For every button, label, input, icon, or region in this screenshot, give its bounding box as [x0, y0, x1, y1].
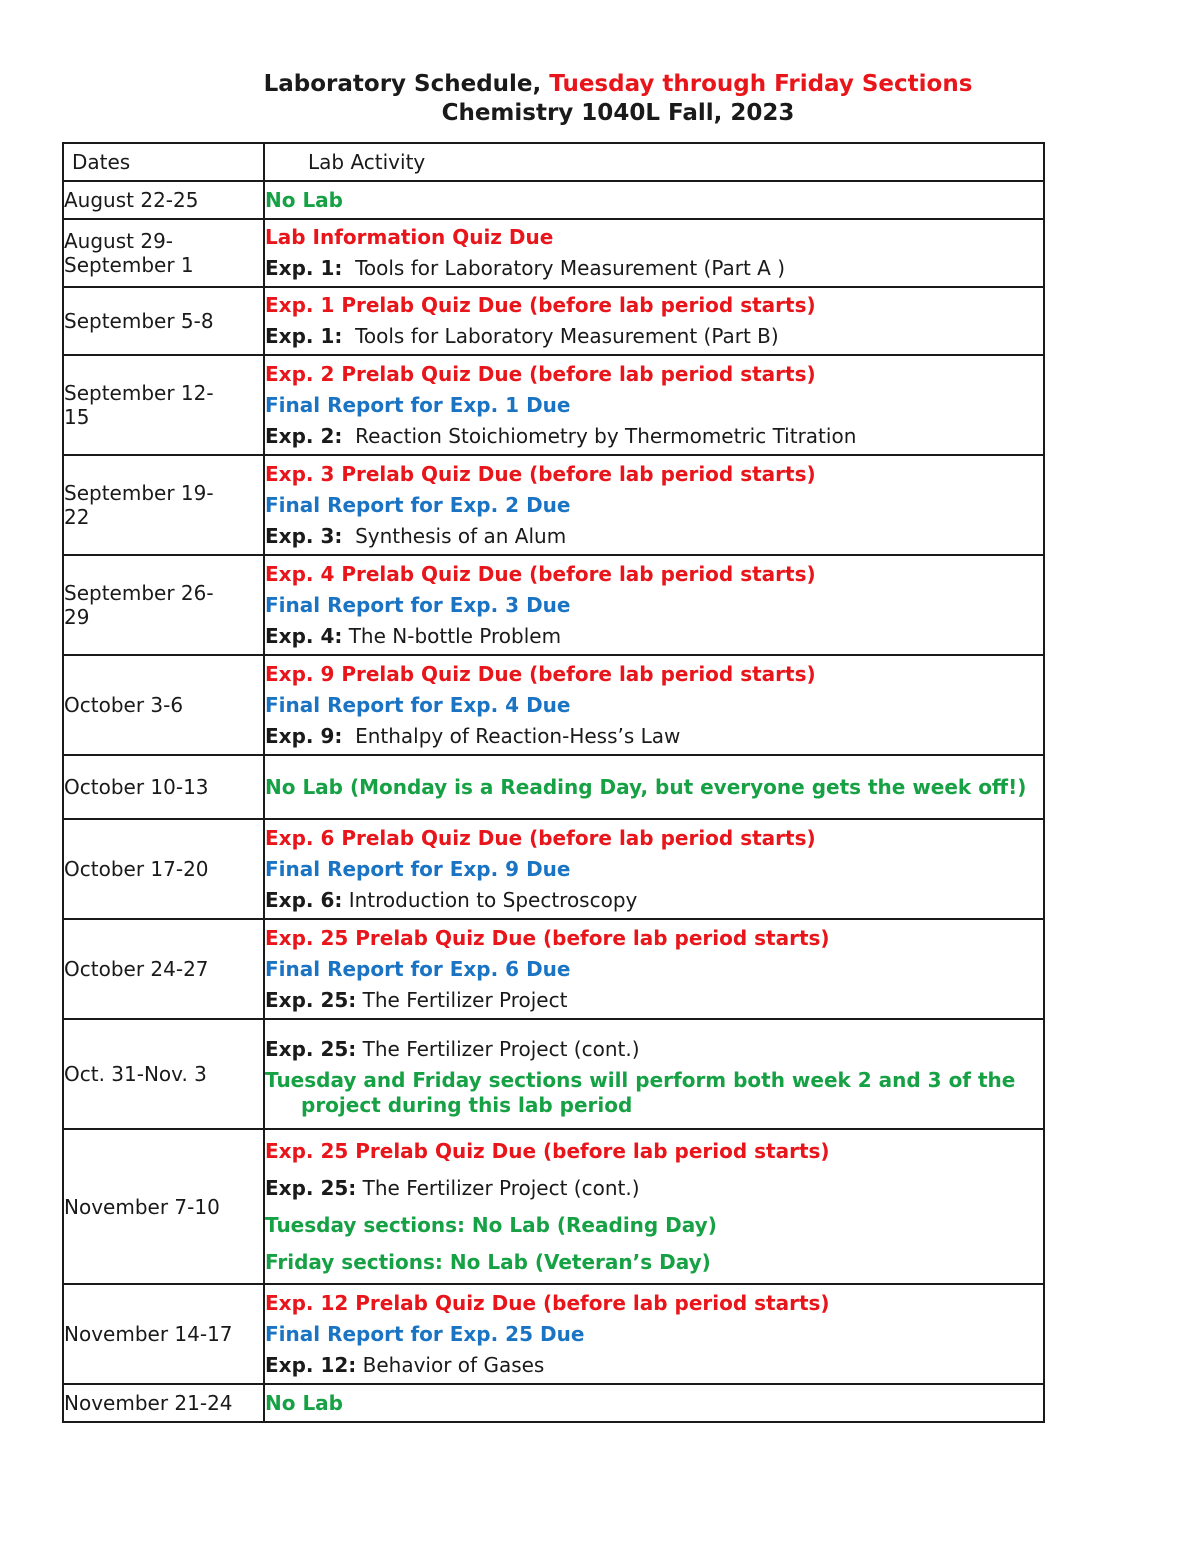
row-date	[63, 1129, 264, 1284]
experiment-title: Tools for Laboratory Measurement (Part B)	[342, 324, 779, 348]
no-lab-note: No Lab	[265, 187, 343, 212]
table-row	[63, 1284, 1044, 1384]
experiment-line	[265, 621, 1043, 652]
date-text: August 22-25	[64, 188, 199, 212]
date-text: 29	[64, 605, 90, 629]
row-date	[63, 755, 264, 819]
row-date	[63, 355, 264, 455]
title-sections-highlight: Tuesday through Friday Sections	[549, 71, 973, 97]
title-line-1	[0, 70, 1200, 99]
experiment-label: Exp. 6:	[265, 887, 343, 912]
experiment-title: The Fertilizer Project	[356, 987, 568, 1012]
quiz-due-line: Exp. 2 Prelab Quiz Due (before lab period starts)	[265, 361, 816, 386]
row-activity	[264, 819, 1044, 919]
document-title	[0, 70, 1200, 128]
row-activity	[264, 919, 1044, 1019]
row-activity	[264, 1384, 1044, 1422]
row-activity	[264, 219, 1044, 287]
table-row	[63, 181, 1044, 219]
date-text: 15	[64, 405, 90, 429]
experiment-label: Exp. 25:	[265, 987, 357, 1012]
experiment-line	[265, 253, 1043, 284]
experiment-title: Enthalpy of Reaction-Hess’s Law	[342, 723, 681, 748]
report-due-line: Final Report for Exp. 6 Due	[265, 956, 571, 981]
quiz-due-line: Exp. 12 Prelab Quiz Due (before lab period starts)	[265, 1290, 830, 1315]
experiment-title: Reaction Stoichiometry by Thermometric Titration	[342, 423, 857, 448]
row-date	[63, 287, 264, 355]
table-header-row	[63, 143, 1044, 181]
experiment-line	[265, 1170, 1043, 1207]
date-text: November 7-10	[64, 1194, 220, 1219]
table-row	[63, 1129, 1044, 1284]
quiz-due-line: Exp. 4 Prelab Quiz Due (before lab period starts)	[265, 561, 816, 586]
experiment-title: The Fertilizer Project (cont.)	[356, 1036, 640, 1061]
date-text: October 24-27	[64, 957, 209, 981]
row-activity	[264, 181, 1044, 219]
experiment-line	[265, 885, 1043, 916]
experiment-title: The Fertilizer Project (cont.)	[356, 1175, 640, 1200]
date-text: Oct. 31-Nov. 3	[64, 1062, 207, 1086]
report-due-line: Final Report for Exp. 4 Due	[265, 692, 571, 717]
report-due-line: Final Report for Exp. 2 Due	[265, 492, 571, 517]
experiment-title: Synthesis of an Alum	[342, 523, 567, 548]
header-lab-activity: Lab Activity	[264, 143, 1044, 181]
date-text: 22	[64, 505, 90, 529]
table-row	[63, 555, 1044, 655]
experiment-title: Behavior of Gases	[356, 1352, 545, 1377]
quiz-due-line: Exp. 25 Prelab Quiz Due (before lab period starts)	[265, 1138, 830, 1163]
experiment-label: Exp. 25:	[265, 1036, 357, 1061]
table-row	[63, 1384, 1044, 1422]
table-row	[63, 919, 1044, 1019]
experiment-label: Exp. 25:	[265, 1175, 357, 1200]
report-due-line: Final Report for Exp. 25 Due	[265, 1321, 585, 1346]
row-date	[63, 1384, 264, 1422]
experiment-title: The N-bottle Problem	[342, 623, 562, 648]
date-text: September 5-8	[64, 309, 214, 333]
no-lab-note: No Lab (Monday is a Reading Day, but everyone gets the week off!)	[265, 774, 1027, 799]
row-activity	[264, 655, 1044, 755]
table-row	[63, 819, 1044, 919]
no-lab-note: Tuesday and Friday sections will perform both week 2 and 3 of the project during this lab period	[265, 1067, 1016, 1117]
date-text: September 26-	[64, 581, 214, 605]
table-row	[63, 287, 1044, 355]
experiment-line	[265, 521, 1043, 552]
schedule-table	[62, 142, 1045, 1423]
date-text: November 14-17	[64, 1322, 233, 1346]
table-row	[63, 1019, 1044, 1129]
row-date	[63, 1019, 264, 1129]
header-dates: Dates	[63, 143, 264, 181]
quiz-due-line: Lab Information Quiz Due	[265, 225, 554, 249]
row-date	[63, 919, 264, 1019]
date-text: September 19-	[64, 481, 214, 505]
row-date	[63, 655, 264, 755]
date-text: August 29-	[64, 229, 174, 253]
row-date	[63, 1284, 264, 1384]
report-due-line: Final Report for Exp. 3 Due	[265, 592, 571, 617]
quiz-due-line: Exp. 1 Prelab Quiz Due (before lab period starts)	[265, 293, 816, 317]
experiment-line	[265, 1031, 1043, 1068]
row-activity	[264, 1284, 1044, 1384]
date-text: October 3-6	[64, 693, 184, 717]
row-activity	[264, 1019, 1044, 1129]
title-prefix: Laboratory Schedule,	[263, 71, 550, 97]
row-activity	[264, 1129, 1044, 1284]
experiment-title: Introduction to Spectroscopy	[342, 887, 638, 912]
experiment-label: Exp. 3:	[265, 523, 343, 548]
experiment-label: Exp. 1:	[265, 324, 343, 348]
row-date	[63, 555, 264, 655]
quiz-due-line: Exp. 9 Prelab Quiz Due (before lab period starts)	[265, 661, 816, 686]
experiment-line	[265, 721, 1043, 752]
row-activity	[264, 455, 1044, 555]
no-lab-note: No Lab	[265, 1390, 343, 1415]
experiment-label: Exp. 12:	[265, 1352, 357, 1377]
row-date	[63, 455, 264, 555]
row-date	[63, 181, 264, 219]
experiment-label: Exp. 9:	[265, 723, 343, 748]
experiment-label: Exp. 2:	[265, 423, 343, 448]
row-activity	[264, 755, 1044, 819]
report-due-line: Final Report for Exp. 1 Due	[265, 392, 571, 417]
experiment-line	[265, 985, 1043, 1016]
row-activity	[264, 555, 1044, 655]
experiment-line	[265, 1350, 1043, 1381]
date-text: October 10-13	[64, 775, 209, 799]
experiment-label: Exp. 1:	[265, 256, 343, 280]
table-row	[63, 219, 1044, 287]
quiz-due-line: Exp. 25 Prelab Quiz Due (before lab period starts)	[265, 925, 830, 950]
row-date	[63, 219, 264, 287]
title-line-2: Chemistry 1040L Fall, 2023	[441, 100, 795, 126]
report-due-line: Final Report for Exp. 9 Due	[265, 856, 571, 881]
experiment-title: Tools for Laboratory Measurement (Part A )	[342, 256, 786, 280]
no-lab-note: Friday sections: No Lab (Veteran’s Day)	[265, 1249, 711, 1274]
date-text: November 21-24	[64, 1391, 233, 1415]
table-row	[63, 455, 1044, 555]
row-activity	[264, 355, 1044, 455]
quiz-due-line: Exp. 6 Prelab Quiz Due (before lab period starts)	[265, 825, 816, 850]
quiz-due-line: Exp. 3 Prelab Quiz Due (before lab period starts)	[265, 461, 816, 486]
table-row	[63, 355, 1044, 455]
experiment-line	[265, 421, 1043, 452]
no-lab-note: Tuesday sections: No Lab (Reading Day)	[265, 1212, 717, 1237]
date-text: October 17-20	[64, 857, 209, 881]
row-date	[63, 819, 264, 919]
experiment-label: Exp. 4:	[265, 623, 343, 648]
experiment-line	[265, 321, 1043, 352]
table-row	[63, 655, 1044, 755]
date-text: September 1	[64, 253, 194, 277]
date-text: September 12-	[64, 381, 214, 405]
row-activity	[264, 287, 1044, 355]
table-row	[63, 755, 1044, 819]
